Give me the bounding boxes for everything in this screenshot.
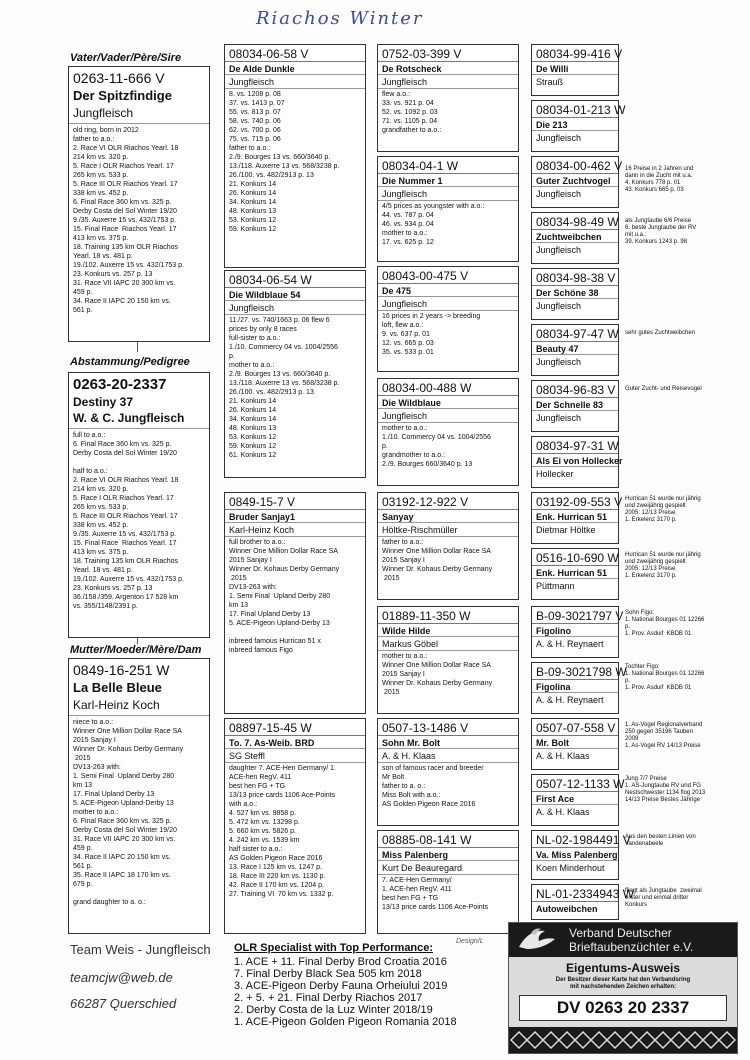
ring-number: 08034-06-58 V <box>225 45 365 62</box>
owner: A. & H. Klaas <box>378 748 518 762</box>
notes: 11./27. vs. 740/1663 p. 06 flew 6 prices by only 8 races full-sister to a.o.: 1./10. Commercy 04 vs. 1004/2556 p. mother to a.o.: 2./9. Bourges 13 vs. 660/3640 p. 13./118. Auxerre 13 vs. 568/3238 p. 26./100. vs. 482/2913 p. 13 21. Konkurs 14 26. Konkurs 14 34. Konkurs 14 48. Konkurs 13 53. Konkurs 12 59. Konkurs 12 61. Konkurs 12 <box>225 314 365 461</box>
side-note: Jung 7/7 Preise 1. AS-Jungtaube RV und FG Nestschwester 1134 flog 2013 14/13 Preise Bestes Jährige <box>625 776 706 803</box>
pedigree-box-4-10 <box>531 548 619 600</box>
owner: Karl-Heinz Koch <box>225 522 365 536</box>
side-note: fliegt als Jungtaube zweimal erster und einmal dritter Konkurs <box>625 888 702 908</box>
owner: Strauß <box>532 74 618 88</box>
owner: Jungfleisch <box>378 74 518 88</box>
main-owner: W. & C. Jungfleisch <box>69 409 209 429</box>
pigeon-name: Zuchtweibchen <box>536 232 602 242</box>
notes: father to a.o.: Winner One Million Dollar Race SA 2015 Sanjay I Winner Dr. Kohaus Derby Germany 2015 <box>378 536 518 584</box>
ring-number: 08034-97-31 W <box>532 437 618 454</box>
notes: flew a.o.: 33. vs. 921 p. 04 52. vs. 1092 p. 03 71. vs. 1105 p. 04 grandfather to a.o.: <box>378 88 518 136</box>
owner: A. & H. Klaas <box>532 748 618 762</box>
performance-list <box>234 956 457 1028</box>
main-pigeon-box <box>68 372 210 638</box>
sire-name: Der Spitzfindige <box>73 88 172 103</box>
ring-number: 01889-11-350 W <box>378 607 518 624</box>
side-note: Guter Zucht- und Reisevogel <box>625 386 702 392</box>
owner: Jungfleisch <box>378 296 518 310</box>
pigeon-name: Wilde Hilde <box>382 626 431 636</box>
connector <box>137 342 138 352</box>
pigeon-name: Beauty 47 <box>536 344 579 354</box>
team-name: Team Weis - Jungfleisch <box>70 942 211 957</box>
side-note: Hurrican 51 wurde nur jährig und zweijährig gespielt 2005: 12/13 Preise 1. Erkelenz 3170 p. <box>625 552 701 579</box>
ring-number: 0507-12-1133 W <box>532 775 618 792</box>
pedigree-box-4-2 <box>531 100 626 152</box>
ring-number: 0507-07-558 V <box>532 719 618 736</box>
ring-number: 08034-98-38 V <box>532 269 618 286</box>
side-note: 1. As-Vogel Regionalverband 250 gegen 35196 Tauben 2009 1. As-Vogel RV 14/13 Preise <box>625 722 703 749</box>
side-note: Aus den besten Linien von Vandenabeele <box>625 834 696 847</box>
sire-ring: 0263-11-666 V <box>73 70 165 86</box>
owner: Koen Minderhout <box>532 860 618 874</box>
pedigree-box-3-4 <box>377 378 519 486</box>
ring-number: 08034-98-49 W <box>532 213 618 230</box>
pedigree-box-4-6 <box>531 324 619 376</box>
pigeon-name: Die Wildblaue 54 <box>229 290 301 300</box>
ring-number: 08885-08-141 W <box>378 831 518 848</box>
ring-number: 0752-03-399 V <box>378 45 518 62</box>
pigeon-name: First Ace <box>536 794 575 804</box>
ring-number: 03192-12-922 V <box>378 493 518 510</box>
pedigree-box-2-4 <box>224 718 366 934</box>
pigeon-name: De Alde Dunkle <box>229 64 295 74</box>
pigeon-name: Autoweibchen <box>536 904 598 914</box>
pedigree-box-4-3 <box>531 156 623 208</box>
ring-number: 0507-13-1486 V <box>378 719 518 736</box>
dam-notes: niece to a.o.: Winner One Million Dollar Race SA 2015 Sanjay I Winner Dr. Kohaus Derby Germany 2015 DV13-263 with: 1. Semi Final Upland Derby 280 km 13 17. Final Upland Derby 13 5. ACE-Pigeon Upland-Derby 13 mother to a.o.: 6. Final Race 360 km vs. 325 p. Derby Costa del Sol Winter 19/20 31. Race VII IAPC 20 300 km vs. 459 p. 34. Race II IAPC 20 150 km vs. 561 p. 35. Race II IAPC 18 170 km vs. 679 p. grand daughter to a. o.: <box>73 719 184 906</box>
pigeon-name: De Rotscheck <box>382 64 442 74</box>
ring-number: 0516-10-690 W <box>532 549 618 566</box>
ring-number: 08034-96-83 V <box>532 381 618 398</box>
owner: Jungfleisch <box>532 354 618 368</box>
pigeon-name: De Willi <box>536 64 569 74</box>
side-note: sehr gutes Zuchtweibchen <box>625 330 696 336</box>
pedigree-box-3-2 <box>377 156 519 262</box>
pedigree-box-4-4 <box>531 212 619 264</box>
pigeon-name: Figolino <box>536 626 571 636</box>
notes: 16 prices in 2 years -> breeding loft, flew a.o.: 9. vs. 637 p. 01 12. vs. 665 p. 03 35. vs. 533 p. 01 <box>378 310 518 358</box>
side-note: Sohn Figo: 1. National Bourges 01 12266 p. 1. Prov. Asduif KBDB 01 <box>625 610 705 637</box>
ring-number: 08034-06-54 W <box>225 271 365 288</box>
owner: Jungfleisch <box>378 186 518 200</box>
owner: Jungfleisch <box>532 186 618 200</box>
performance-item: 2. Derby Costa de la Luz Winter 2018/19 <box>234 1004 433 1016</box>
ring-number: B-09-3021798 W <box>532 663 618 680</box>
pedigree-box-4-1 <box>531 44 623 96</box>
side-note: Hurrican 51 wurde nur jährig und zweijährig gespielt 2005: 12/13 Preise 1. Erkelenz 3170 p. <box>625 496 701 523</box>
owner: A. & H. Klaas <box>532 804 618 818</box>
ring-number: 08034-04-1 W <box>378 157 518 174</box>
pigeon-name: Die 213 <box>536 120 568 130</box>
pedigree-box-4-13 <box>531 718 619 770</box>
dam-ring: 0849-16-251 W <box>73 662 170 678</box>
city: 66287 Querschied <box>70 996 177 1011</box>
notes: full brother to a.o.: Winner One Million Dollar Race SA 2015 Sanjay I Winner Dr. Kohaus Derby Germany 2015 DV13-263 with: 1. Semi Final Upland Derby 280 km 13 17. Final Upland Derby 13 5. ACE-Pigeon Upland-Derby 13 inbreed famous Hurrican 51 x inbreed famous Figo <box>225 536 365 656</box>
performance-item: 1. ACE-Pigeon Golden Pigeon Romania 2018 <box>234 1016 457 1028</box>
dam-box <box>68 658 210 934</box>
pedigree-box-4-8 <box>531 436 623 488</box>
pigeon-name: Als Ei von Hollecker <box>536 456 623 466</box>
performance-item: 3. ACE-Pigeon Derby Fauna Orheiului 2019 <box>234 980 448 992</box>
performance-item: 2. + 5. + 21. Final Derby Riachos 2017 <box>234 992 423 1004</box>
card-pattern <box>509 1027 737 1053</box>
pedigree-box-3-5 <box>377 492 519 600</box>
pigeon-name: Enk. Hurrican 51 <box>536 568 608 578</box>
pigeon-name: Sohn Mr. Bolt <box>382 738 440 748</box>
pigeon-name: Der Schöne 38 <box>536 288 599 298</box>
notes: 8. vs. 1208 p. 08 37. vs. 1413 p. 07 55. vs. 813 p. 07 58. vs. 740 p. 06 62. vs. 700 p. 06 75. vs. 715 p. 06 father to a.o.: 2./9. Bourges 13 vs. 660/3640 p. 13./118. Auxerre 13 vs. 568/3238 p. 26./100. vs. 482/2913 p. 13 21. Konkurs 14 26. Konkurs 14 34. Konkurs 14 48. Konkurs 13 53. Konkurs 12 59. Konkurs 12 <box>225 88 365 235</box>
pigeon-name: Die Nummer 1 <box>382 176 443 186</box>
pigeon-name: To. 7. As-Weib. BRD <box>229 738 315 748</box>
pigeon-name: Bruder Sanjay1 <box>229 512 296 522</box>
pedigree-header-text: Abstammung/Pedigree <box>70 356 190 368</box>
ring-number: 08034-01-213 W <box>532 101 618 118</box>
owner: A. & H. Reynaert <box>532 692 618 706</box>
pigeon-name: Mr. Bolt <box>536 738 569 748</box>
pedigree-box-4-14 <box>531 774 625 826</box>
ring-number: 08034-00-488 W <box>378 379 518 396</box>
side-note: als Jungtaube 6/6 Preise 6. beste Jungtaube der RV mit u.a.: 39. Konkurs 1243 p. 98 <box>625 218 697 245</box>
notes: son of famous racer and breeder Mr Bolt father to a. o.: Miss Bolt with a.o.: AS Golden Pigeon Race 2016 <box>378 762 518 810</box>
card-title: Eigentums-Ausweis <box>565 961 681 975</box>
pedigree-box-3-6 <box>377 606 519 714</box>
ring-number: B-09-3021797 V <box>532 607 618 624</box>
owner: Jungfleisch <box>225 300 365 314</box>
side-note: 16 Preise in 2 Jahren und dann in die Zucht mit u.a. 4. Konkurs 778 p. 01 43. Konkurs 665 p. 03 <box>625 166 694 193</box>
dam-header <box>70 644 201 656</box>
owner: Hollecker <box>532 466 618 480</box>
notes: mother to a.o.: Winner One Million Dollar Race SA 2015 Sanjay I Winner Dr. Kohaus Derby Germany 2015 <box>378 650 518 698</box>
ring-number: NL-02-1984491 V <box>532 831 618 848</box>
ownership-card <box>508 922 738 1054</box>
owner: Jungfleisch <box>532 242 618 256</box>
notes: 7. ACE-Hen Germany/ 1. ACE-hen RegV. 411 best hen FG + TG 13/13 price cards 1106 Ace-Points <box>378 874 518 913</box>
ring-number: 08043-00-475 V <box>378 267 518 284</box>
pigeon-logo-icon <box>515 925 559 955</box>
pedigree-box-3-8 <box>377 830 519 934</box>
pigeon-name: Sanyay <box>382 512 414 522</box>
owner: SG Steffl <box>225 748 365 762</box>
email: teamcjw@web.de <box>70 970 173 985</box>
owner: Dietmar Höltke <box>532 522 618 536</box>
owner: Jungfleisch <box>378 408 518 422</box>
pedigree-box-4-9 <box>531 492 623 544</box>
main-notes: full to a.o.: 6. Final Race 360 km vs. 325 p. Derby Costa del Sol Winter 19/20 half to a.o.: 2. Race VI OLR Riachos Yearl. 18 214 km vs. 320 p. 5. Race I OLR Riachos Yearl. 17 265 km vs. 533 p. 5. Race III OLR Riachos Yearl. 17 338 km vs. 452 p. 9./35. Auxerre 15 vs. 432/1753 p. 15. Final Race Riachos Yearl. 17 413 km vs. 375 p. 18. Training 135 km OLR Riachos Yearl. 18 vs. 481 p. 19./102. Auxerre 15 vs. 432/1753 p. 23. Konkurs vs. 257 p. 13 36./158./359. Argenton 17 528 km vs. 355/1148/2391 p. <box>73 432 184 610</box>
pigeon-name: Guter Zuchtvogel <box>536 176 611 186</box>
sire-box <box>68 66 210 342</box>
card-org-line-2: Brieftaubenzüchter e.V. <box>569 940 694 954</box>
ring-number: NL-01-2334943 W <box>532 885 618 902</box>
pedigree-box-4-16 <box>531 884 635 920</box>
owner: Höltke-Rischmüller <box>378 522 518 536</box>
pigeon-name: Enk. Hurrican 51 <box>536 512 608 522</box>
ring-number: 08034-00-462 V <box>532 157 618 174</box>
pedigree-box-4-11 <box>531 606 624 658</box>
pigeon-name: Va. Miss Palenberg <box>536 850 618 860</box>
performance-item: 1. ACE + 11. Final Derby Brod Croatia 2016 <box>234 956 447 968</box>
notes: 4/5 prices as youngster with a.o.: 44. vs. 787 p. 04 46. vs. 934 p. 04 mother to a.o.: 17. vs. 625 p. 12 <box>378 200 518 248</box>
dam-name: La Belle Bleue <box>73 680 162 695</box>
pedigree-box-3-7 <box>377 718 519 826</box>
pedigree-header <box>70 356 190 368</box>
pedigree-box-3-3 <box>377 266 519 372</box>
ring-number: 08034-99-416 V <box>532 45 618 62</box>
design-credit: Design/L <box>456 938 484 945</box>
ring-number: 0849-15-7 V <box>225 493 365 510</box>
owner: Jungfleisch <box>225 74 365 88</box>
pedigree-box-4-7 <box>531 380 619 432</box>
ring-number: 03192-09-553 V <box>532 493 618 510</box>
sire-notes: old ring, born in 2012 father to a.o.: 2. Race VI OLR Riachos Yearl. 18 214 km vs. 320 p. 5. Race I OLR Riachos Yearl. 17 265 km vs. 533 p. 5. Race III OLR Riachos Yearl. 17 338 km vs. 452 p. 6. Final Race 360 km vs. 325 p. Derby Costa del Sol Winter 19/20 9./35. Auxerre 15 vs. 432/1753 p. 15. Final Race Riachos Yearl. 17 413 km vs. 375 p. 18. Training 135 km OLR Riachos Yearl. 18 vs. 481 p. 19./102. Auxerre 15 vs. 432/1753 p. 23. Konkurs vs. 257 p. 13 31. Race VII IAPC 20 300 km vs. 459 p. 34. Race II IAPC 20 150 km vs. 561 p. <box>73 127 184 314</box>
pigeon-name: Der Schnelle 83 <box>536 400 604 410</box>
card-org-line-1: Verband Deutscher <box>569 926 672 940</box>
main-name: Destiny 37 <box>73 395 134 409</box>
dam-header-text: Mutter/Moeder/Mère/Dam <box>70 644 202 656</box>
side-note: Tochter Figo: 1. National Bourges 01 12266 p. 1. Prov. Asduif KBDB 01 <box>625 664 705 691</box>
notes: daughter 7. ACE-Hen Germany/ 1. ACE-hen RegV. 411 best hen FG + TG 13/13 price cards 1106 Ace-Points with a.o.: 4. 527 km vs. 9858 p. 5. 472 km vs. 13298 p. 5. 660 km vs. 5826 p. 4. 242 km vs. 1539 km half sister to a.o.: AS Golden Pigeon Race 2016 13. Race I 125 km vs. 1247 p. 18. Race III 220 km vs. 1130 p. 42. Race II 170 km vs. 1204 p. 27. Training VI 70 km vs. 1332 p. <box>225 762 365 900</box>
pigeon-name: Die Wildblaue <box>382 398 441 408</box>
sire-header-text: Vater/Vader/Père/Sire <box>70 52 182 64</box>
card-ring-number: DV 0263 20 2337 <box>519 995 727 1021</box>
pedigree-box-4-5 <box>531 268 619 320</box>
main-ring: 0263-20-2337 <box>73 376 167 393</box>
sire-header <box>70 52 181 64</box>
ring-number: 08897-15-45 W <box>225 719 365 736</box>
pedigree-box-2-3 <box>224 492 366 714</box>
dam-owner: Karl-Heinz Koch <box>69 695 209 716</box>
performance-item: 7. Final Derby Black Sea 505 km 2018 <box>234 968 422 980</box>
owner: Jungfleisch <box>532 298 618 312</box>
pigeon-name: Miss Palenberg <box>382 850 449 860</box>
owner: Markus Göbel <box>378 636 518 650</box>
pigeon-name: De 475 <box>382 286 412 296</box>
card-text: Der Besitzer dieser Karte hat den Verbandsring mit nachstehenden Zeichen erhalten: <box>555 977 691 990</box>
pedigree-box-4-15 <box>531 830 631 880</box>
pedigree-box-4-12 <box>531 662 627 714</box>
owner: A. & H. Reynaert <box>532 636 618 650</box>
ring-number: 08034-97-47 W <box>532 325 618 342</box>
owner: Jungfleisch <box>532 130 618 144</box>
owner: Püttmann <box>532 578 618 592</box>
owner: Kurt De Beauregard <box>378 860 518 874</box>
pigeon-name: Figolina <box>536 682 571 692</box>
pedigree-box-3-1 <box>377 44 519 152</box>
pedigree-box-2-1 <box>224 44 366 268</box>
notes: mother to a.o.: 1./10. Commercy 04 vs. 1004/2556 p. grandmother to a.o.: 2./9. Bourges 660/3640 p. 13 <box>378 422 518 470</box>
pedigree-box-2-2 <box>224 270 366 478</box>
owner: Jungfleisch <box>532 410 618 424</box>
sire-owner: Jungfleisch <box>69 103 209 124</box>
handwritten-title: Riachos Winter <box>256 8 424 29</box>
performance-title: OLR Specialist with Top Performance: <box>234 942 434 954</box>
